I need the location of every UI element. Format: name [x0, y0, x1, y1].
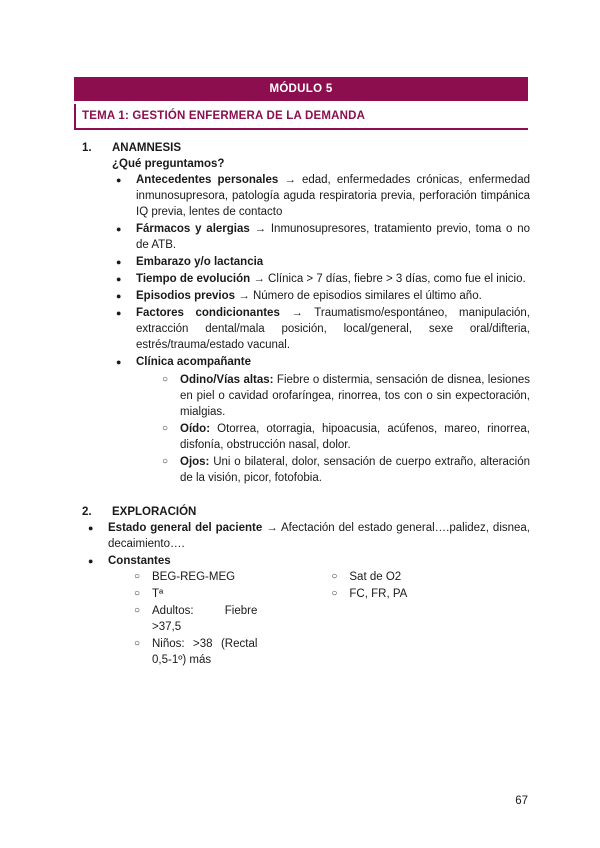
list-item: ● Antecedentes personales → edad, enfermedades crónicas, enfermedad inmunosupresora, patología aguda respiratoria previa, perforación timpánica IQ previa, lentes de contacto: [112, 172, 530, 220]
list-item: ● Tiempo de evolución → Clínica > 7 días, fiebre > 3 días, como fue el inicio.: [112, 271, 530, 287]
list-item: ○ Odino/Vías altas: Fiebre o distermia, sensación de disnea, lesiones en piel o cavidad orofaríngea, rinorrea, tos con o sin expectoración, mialgias.: [160, 372, 530, 420]
list-item: ● Estado general del paciente → Afectación del estado general….palidez, disnea, decaimiento….: [84, 520, 530, 552]
list-item: ● Embarazo y/o lactancia: [112, 254, 530, 270]
anamnesis-list: [74, 172, 530, 486]
list-item: ○ Ojos: Uni o bilateral, dolor, sensación de cuerpo extraño, alteración de la visión, picor, fotofobia.: [160, 454, 530, 486]
content: [74, 140, 530, 670]
list-item: ● Episodios previos → Número de episodios similares el último año.: [112, 288, 530, 304]
page-number: 67: [515, 795, 528, 807]
constantes-left-column: [132, 569, 257, 669]
list-item: ● Constantes ○ BEG-REG-MEG ○ Tª ○ Adultos: Fiebre >37,5 ○ Niños: >38 (Rectal 0,5-1º) más ○ Sat de O2 ○ FC, FR, PA: [84, 553, 530, 669]
exploracion-list: [74, 520, 530, 669]
list-item: ○ FC, FR, PA: [329, 586, 530, 602]
clinica-sublist: [136, 372, 530, 486]
section-number: 1.: [82, 142, 92, 154]
section-anamnesis-heading: [74, 140, 530, 156]
list-item: ○ Niños: >38 (Rectal 0,5-1º) más: [132, 636, 257, 668]
constantes-right-column: [329, 569, 530, 669]
section-exploracion-heading: [74, 504, 530, 520]
section-title: ANAMNESIS: [112, 142, 182, 154]
constantes-grid: [132, 569, 530, 669]
module-header: MÓDULO 5: [74, 77, 528, 101]
list-item: ○ Sat de O2: [329, 569, 530, 585]
list-item: ● Clínica acompañante ○ Odino/Vías altas: Fiebre o distermia, sensación de disnea, lesiones en piel o cavidad orofaríngea, rinorrea, tos con o sin expectoración, mialgias. ○ Oído: Otorrea, otorragia, hipoacusia, acúfenos, mareo, rinorrea, disfonía, obstrucción nasal, dolor. ○ Ojos: Uni o bilateral, dolor, sensación de cuerpo extraño, alteración de la visión, picor, fotofobia.: [112, 354, 530, 486]
section-title: EXPLORACIÓN: [112, 506, 197, 518]
list-item: ○ Oído: Otorrea, otorragia, hipoacusia, acúfenos, mareo, rinorrea, disfonía, obstrucción nasal, dolor.: [160, 421, 530, 453]
list-item: ● Fármacos y alergias → Inmunosupresores, tratamiento previo, toma o no de ATB.: [112, 221, 530, 253]
list-item: ○ BEG-REG-MEG: [132, 569, 257, 585]
list-item: ○ Tª: [132, 586, 257, 602]
section-question: ¿Qué preguntamos?: [112, 158, 225, 170]
list-item: ○ Adultos: Fiebre >37,5: [132, 603, 257, 635]
section-number: 2.: [82, 506, 92, 518]
list-item: ● Factores condicionantes → Traumatismo/espontáneo, manipulación, extracción dental/mala posición, local/general, sexe oral/difteria, estrés/trauma/estado vacunal.: [112, 305, 530, 353]
topic-header: TEMA 1: GESTIÓN ENFERMERA DE LA DEMANDA: [74, 104, 528, 130]
